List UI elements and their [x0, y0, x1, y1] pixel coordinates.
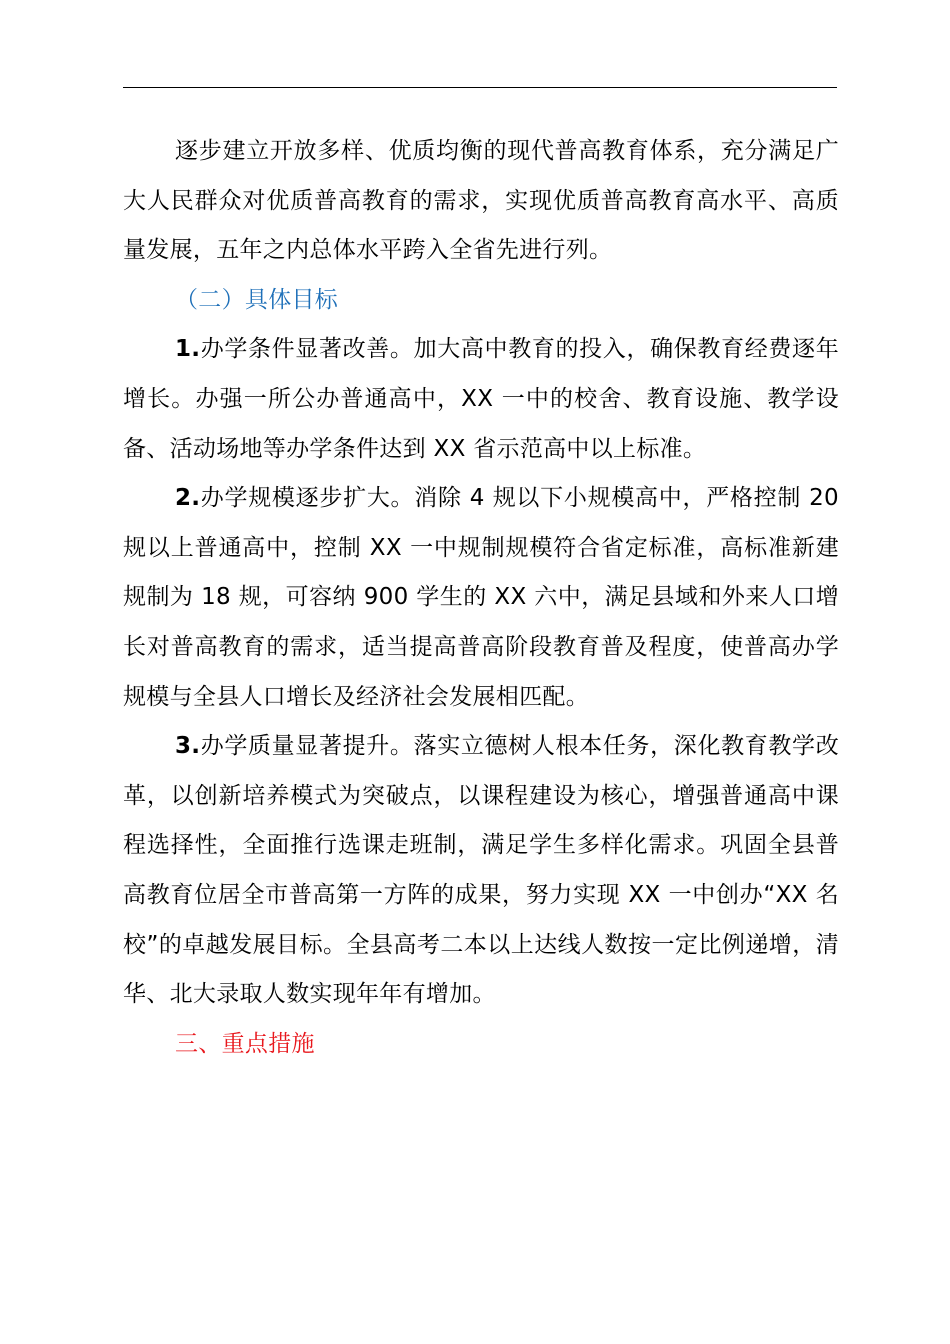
goal-item-3-text: 办学质量显著提升。落实立德树人根本任务，深化教育教学改革，以创新培养模式为突破点，以课程建设为核心，增强普通高中课程选择性，全面推行选课走班制，满足学生多样化需求。巩固全县普高教育位居全市普高第一方阵的成果，努力实现 XX 一中创办“XX 名校”的卓越发展目标。全县高考二本以上达线人数按一定比例递增，清华、北大录取人数实现年年有增加。 — [123, 733, 839, 1008]
goal-item-3-number: 3. — [175, 733, 201, 760]
next-section-heading: 三、重点措施 — [175, 1030, 315, 1057]
goal-item-1-text: 办学条件显著改善。加大高中教育的投入，确保教育经费逐年增长。办强一所公办普通高中，XX 一中的校舍、教育设施、教学设备、活动场地等办学条件达到 XX 省示范高中以上标准。 — [123, 336, 839, 462]
document-body — [123, 127, 839, 1069]
header-rule — [123, 87, 837, 88]
goal-item-2 — [123, 474, 839, 722]
goal-item-2-text: 办学规模逐步扩大。消除 4 规以下小规模高中，严格控制 20 规以上普通高中，控制 XX 一中规制规模符合省定标准，高标准新建规制为 18 规，可容纳 900 学生的 XX 六中，满足县域和外来人口增长对普高教育的需求，适当提高普高阶段教育普及程度，使普高办学规模与全县人口增长及经济社会发展相匹配。 — [123, 485, 839, 710]
intro-paragraph: 逐步建立开放多样、优质均衡的现代普高教育体系，充分满足广大人民群众对优质普高教育的需求，实现优质普高教育高水平、高质量发展，五年之内总体水平跨入全省先进行列。 — [123, 138, 839, 264]
section-heading: （二）具体目标 — [175, 286, 339, 313]
goal-item-2-number: 2. — [175, 485, 201, 512]
goal-item-1-number: 1. — [175, 336, 201, 363]
goal-item-3 — [123, 722, 839, 1020]
goal-item-1 — [123, 325, 839, 474]
